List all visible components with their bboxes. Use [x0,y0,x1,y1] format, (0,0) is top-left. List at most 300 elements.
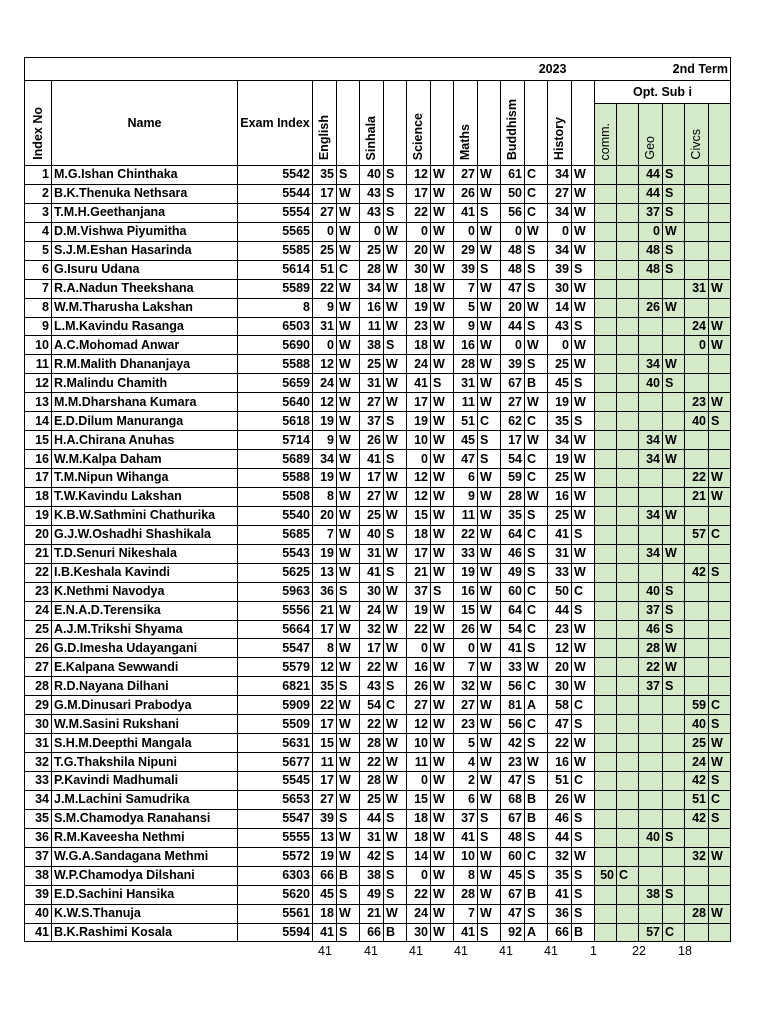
opt-mark-cell: 42 [685,772,709,791]
index-no-cell: 2 [25,184,52,203]
exam-index-cell: 5640 [238,393,313,412]
opt-mark-cell [639,487,663,506]
mark-cell: 66 [313,866,337,885]
mark-cell: 37 [360,412,384,431]
grade-cell: W [572,222,595,241]
exam-index-cell: 5689 [238,450,313,469]
opt-mark-cell: 0 [639,222,663,241]
mark-cell: 17 [407,544,431,563]
opt-grade-cell: W [709,279,731,298]
mark-cell: 11 [454,506,478,525]
index-no-cell: 3 [25,203,52,222]
buddhism-header: Buddhism [501,81,525,166]
table-row [25,393,731,412]
opt-grade-cell: S [663,601,685,620]
mark-cell: 0 [501,336,525,355]
opt-grade-cell [709,184,731,203]
exam-index-cell: 5556 [238,601,313,620]
mark-cell: 46 [501,544,525,563]
mark-cell: 47 [501,904,525,923]
mark-cell: 5 [454,298,478,317]
opt-grade-cell: S [663,374,685,393]
opt-grade-cell [663,904,685,923]
mark-cell: 21 [407,563,431,582]
mark-cell: 19 [313,412,337,431]
grade-cell: C [525,469,548,488]
opt-mark-cell [595,809,617,828]
table-row [25,336,731,355]
mark-cell: 11 [313,753,337,772]
mark-cell: 12 [548,639,572,658]
mark-cell: 10 [454,847,478,866]
mark-cell: 20 [313,506,337,525]
opt-grade-cell [617,412,639,431]
grade-cell: S [525,355,548,374]
mark-cell: 0 [454,222,478,241]
exam-index-cell: 6821 [238,677,313,696]
table-row [25,469,731,488]
mark-cell: 43 [360,203,384,222]
exam-index-cell: 5585 [238,241,313,260]
grade-cell: W [384,374,407,393]
grade-cell: S [525,563,548,582]
grade-cell: W [431,809,454,828]
mark-cell: 45 [548,374,572,393]
name-cell: W.M.Tharusha Lakshan [52,298,238,317]
table-row [25,298,731,317]
grade-cell: W [337,753,360,772]
opt-mark-cell [685,506,709,525]
grade-cell: W [337,772,360,791]
opt-mark-cell: 34 [639,431,663,450]
mark-cell: 48 [501,241,525,260]
opt-grade-cell [617,809,639,828]
opt-mark-cell [595,525,617,544]
index-no-cell: 4 [25,222,52,241]
opt-grade-cell: W [663,639,685,658]
opt-mark-cell: 34 [639,544,663,563]
grade-cell: W [572,279,595,298]
grade-cell: C [525,166,548,185]
opt-mark-cell [595,412,617,431]
grade-cell: W [572,166,595,185]
grade-cell: W [431,790,454,809]
opt-grade-cell: S [709,563,731,582]
mark-cell: 67 [501,885,525,904]
opt-mark-cell [595,393,617,412]
mark-cell: 17 [313,184,337,203]
grade-cell: W [384,544,407,563]
opt-grade-cell [617,393,639,412]
mark-cell: 17 [313,715,337,734]
mark-cell: 44 [548,828,572,847]
mark-cell: 66 [360,923,384,942]
exam-index-cell: 5714 [238,431,313,450]
mark-cell: 19 [407,298,431,317]
table-row [25,677,731,696]
mark-cell: 16 [454,582,478,601]
opt-mark-cell [595,450,617,469]
mark-cell: 16 [548,487,572,506]
mark-cell: 47 [501,279,525,298]
index-no-cell: 29 [25,696,52,715]
grade-cell: S [572,260,595,279]
opt-grade-cell [617,753,639,772]
mark-cell: 22 [407,203,431,222]
opt-grade-cell [709,431,731,450]
opt-grade-cell [663,469,685,488]
grade-cell: W [478,355,501,374]
grade-cell: W [384,582,407,601]
grade-cell: S [525,639,548,658]
opt-grade-cell [663,847,685,866]
grade-cell: W [478,374,501,393]
grade-cell: W [384,734,407,753]
opt-mark-cell [639,336,663,355]
opt-mark-cell [685,677,709,696]
grade-cell: S [384,412,407,431]
mark-cell: 40 [360,525,384,544]
grade-cell: W [337,639,360,658]
opt-grade-cell: W [709,734,731,753]
grade-cell: W [478,506,501,525]
opt-mark-cell [595,506,617,525]
grade-cell: W [384,487,407,506]
opt-grade-cell [617,677,639,696]
table-row [25,166,731,185]
mark-cell: 21 [313,601,337,620]
name-cell: I.B.Keshala Kavindi [52,563,238,582]
opt-grade-cell [617,639,639,658]
index-no-cell: 36 [25,828,52,847]
grade-cell: W [478,393,501,412]
mark-cell: 67 [501,809,525,828]
mark-cell: 44 [548,601,572,620]
grade-cell: W [572,298,595,317]
index-no-header: Index No [25,81,52,166]
index-no-cell: 39 [25,885,52,904]
mark-cell: 19 [548,393,572,412]
table-row [25,203,731,222]
mark-cell: 39 [548,260,572,279]
opt-grade-cell [617,166,639,185]
opt-mark-cell: 42 [685,563,709,582]
grade-cell: W [478,241,501,260]
mark-cell: 32 [360,620,384,639]
opt-mark-cell: 44 [639,166,663,185]
grade-cell: C [572,696,595,715]
name-cell: E.N.A.D.Terensika [52,601,238,620]
opt-grade-cell [709,601,731,620]
opt-grade-cell [709,374,731,393]
table-row [25,260,731,279]
grade-cell: S [525,904,548,923]
grade-cell: W [337,222,360,241]
grade-cell: W [384,904,407,923]
opt-mark-cell [685,866,709,885]
exam-index-cell: 5618 [238,412,313,431]
index-no-cell: 37 [25,847,52,866]
grade-cell: W [431,828,454,847]
mark-cell: 13 [313,828,337,847]
grade-cell: W [431,904,454,923]
opt-mark-cell: 40 [685,412,709,431]
index-no-cell: 17 [25,469,52,488]
table-row [25,866,731,885]
opt-grade-cell [709,298,731,317]
grade-cell: W [572,658,595,677]
opt-mark-cell: 24 [685,753,709,772]
table-row [25,241,731,260]
mark-cell: 9 [454,487,478,506]
mark-cell: 34 [548,241,572,260]
grade-cell: W [572,487,595,506]
grade-cell: B [572,923,595,942]
opt-mark-cell: 26 [639,298,663,317]
mark-cell: 23 [501,753,525,772]
table-row [25,412,731,431]
mark-cell: 30 [548,677,572,696]
grade-cell: W [525,658,548,677]
opt-grade-cell [617,923,639,942]
opt-grade-cell: S [709,809,731,828]
grade-cell: W [478,696,501,715]
grade-cell: S [478,203,501,222]
mark-cell: 37 [407,582,431,601]
mark-cell: 16 [407,658,431,677]
grade-cell: W [478,790,501,809]
index-no-cell: 13 [25,393,52,412]
mark-cell: 45 [313,885,337,904]
opt-grade-cell [663,525,685,544]
grade-cell: C [525,450,548,469]
opt-grade-cell [663,393,685,412]
table-row [25,847,731,866]
opt-mark-cell [685,923,709,942]
mark-cell: 58 [548,696,572,715]
grade-cell: W [572,734,595,753]
exam-index-cell: 5547 [238,639,313,658]
grade-cell: S [572,809,595,828]
grade-cell: S [572,828,595,847]
mark-cell: 66 [548,923,572,942]
grade-cell: W [384,260,407,279]
grade-cell: C [525,847,548,866]
grade-cell: W [478,563,501,582]
opt-grade-cell [709,260,731,279]
opt-grade-cell [709,885,731,904]
mark-cell: 41 [454,923,478,942]
opt-grade-cell: S [663,203,685,222]
opt-mark-cell [595,658,617,677]
mark-cell: 37 [454,809,478,828]
grade-cell: S [525,506,548,525]
mark-cell: 60 [501,847,525,866]
opt-grade-cell: S [709,772,731,791]
opt-row [25,81,731,104]
mark-cell: 40 [360,166,384,185]
opt-grade-cell [617,450,639,469]
table-row [25,696,731,715]
mark-cell: 0 [407,639,431,658]
mark-cell: 25 [548,355,572,374]
index-no-cell: 11 [25,355,52,374]
mark-cell: 54 [501,620,525,639]
total-value: 22 [632,944,646,958]
index-no-cell: 16 [25,450,52,469]
total-value: 41 [454,944,468,958]
opt-mark-cell [685,828,709,847]
index-no-cell: 23 [25,582,52,601]
mark-cell: 31 [360,828,384,847]
grade-cell: W [337,601,360,620]
grade-cell: W [337,847,360,866]
grade-cell: W [431,772,454,791]
name-cell: E.Kalpana Sewwandi [52,658,238,677]
name-cell: M.G.Ishan Chinthaka [52,166,238,185]
mark-cell: 28 [360,260,384,279]
grade-cell: W [337,715,360,734]
mark-cell: 27 [501,393,525,412]
grade-cell: W [431,866,454,885]
opt-mark-cell [595,336,617,355]
index-no-cell: 22 [25,563,52,582]
mark-cell: 4 [454,753,478,772]
opt-mark-cell: 0 [685,336,709,355]
mark-cell: 59 [501,469,525,488]
grade-cell: W [431,734,454,753]
mark-cell: 8 [454,866,478,885]
grade-cell: W [337,355,360,374]
opt-grade-cell [709,923,731,942]
table-row [25,828,731,847]
exam-index-cell: 5509 [238,715,313,734]
grade-cell: S [525,260,548,279]
grade-cell: W [337,317,360,336]
mark-cell: 31 [313,317,337,336]
title-row [25,58,731,81]
opt-grade-cell: W [709,904,731,923]
grade-cell: W [431,601,454,620]
opt-grade-cell [617,715,639,734]
mark-cell: 61 [501,166,525,185]
grade-cell: S [337,677,360,696]
opt-grade-cell: C [709,696,731,715]
mark-cell: 19 [407,412,431,431]
mark-cell: 17 [313,620,337,639]
grade-cell: W [572,431,595,450]
grade-cell: W [431,166,454,185]
opt-mark-cell [639,525,663,544]
opt-mark-cell [639,734,663,753]
mark-cell: 43 [360,677,384,696]
opt-grade-cell [663,487,685,506]
opt-grade-cell: C [709,790,731,809]
exam-index-cell: 5554 [238,203,313,222]
name-cell: E.D.Sachini Hansika [52,885,238,904]
opt-grade-cell: W [663,506,685,525]
opt-grade-cell [709,222,731,241]
grade-cell: W [337,412,360,431]
mark-cell: 20 [501,298,525,317]
table-row [25,582,731,601]
grade-cell: S [572,715,595,734]
mark-cell: 13 [313,563,337,582]
science-header: Science [407,81,431,166]
name-cell: D.M.Vishwa Piyumitha [52,222,238,241]
grade-cell: W [478,601,501,620]
grade-cell: W [478,279,501,298]
grade-cell: W [431,450,454,469]
mark-cell: 27 [360,487,384,506]
mark-cell: 47 [454,450,478,469]
opt-mark-cell [595,904,617,923]
opt-grade-cell [663,696,685,715]
grade-cell: W [337,658,360,677]
mark-cell: 17 [360,639,384,658]
opt-mark-cell [685,203,709,222]
grade-cell: S [384,885,407,904]
mark-cell: 54 [360,696,384,715]
table-row [25,374,731,393]
opt-grade-cell [617,525,639,544]
english-header: English [313,81,337,166]
opt-mark-cell [595,885,617,904]
opt-grade-cell [663,866,685,885]
name-cell: T.M.H.Geethanjana [52,203,238,222]
mark-cell: 51 [454,412,478,431]
grade-cell: W [384,222,407,241]
total-value: 18 [678,944,692,958]
opt-grade-cell [617,620,639,639]
mark-cell: 25 [548,506,572,525]
mark-cell: 27 [548,184,572,203]
opt-mark-cell: 38 [639,885,663,904]
grade-cell: W [384,715,407,734]
opt-grade-cell: C [709,525,731,544]
name-cell: R.Malindu Chamith [52,374,238,393]
mark-cell: 60 [501,582,525,601]
opt-mark-cell [639,847,663,866]
opt-grade-cell [617,847,639,866]
opt-grade-cell: S [663,677,685,696]
mark-cell: 38 [360,336,384,355]
opt-mark-cell [595,184,617,203]
name-cell: R.M.Kaveesha Nethmi [52,828,238,847]
mark-cell: 25 [360,506,384,525]
mark-cell: 2 [454,772,478,791]
mark-cell: 34 [548,431,572,450]
mark-cell: 64 [501,525,525,544]
opt-mark-cell [595,639,617,658]
exam-index-cell: 5588 [238,469,313,488]
opt-mark-cell: 31 [685,279,709,298]
exam-index-cell: 5588 [238,355,313,374]
opt-mark-cell [595,563,617,582]
opt-grade-cell [617,355,639,374]
opt-grade-cell: W [709,753,731,772]
grade-cell: W [384,431,407,450]
opt-mark-cell [595,166,617,185]
opt-mark-cell [595,298,617,317]
mark-cell: 33 [501,658,525,677]
opt-grade-cell [663,563,685,582]
opt-mark-cell [685,355,709,374]
opt-grade-cell [617,279,639,298]
grade-cell: W [572,790,595,809]
grade-cell: S [337,809,360,828]
grade-cell: W [337,241,360,260]
